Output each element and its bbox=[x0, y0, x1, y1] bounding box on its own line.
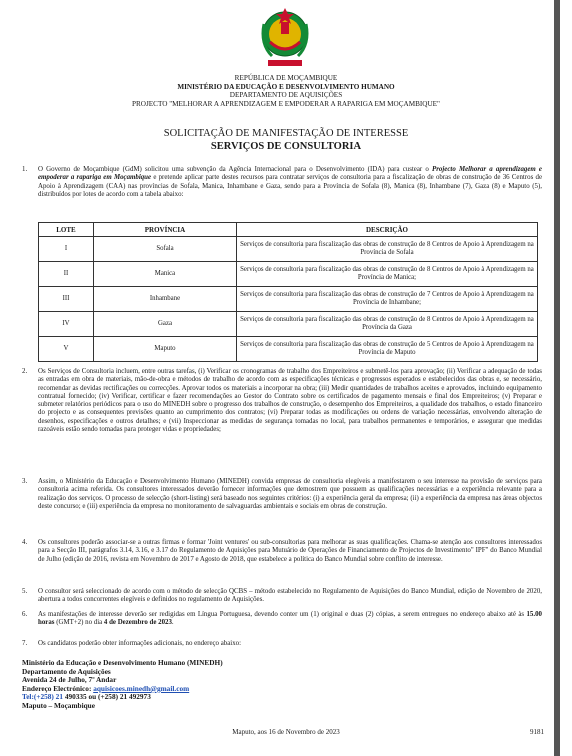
project-name: PROJECTO "MELHORAR A APRENDIZAGEM E EMPODERAR A RAPARIGA EM MOÇAMBIQUE" bbox=[132, 99, 440, 108]
email-label: Endereço Electrónico: bbox=[22, 683, 94, 693]
descricao-cell: Serviços de consultoria para fiscalização das obras de construção de 5 Centros de Apoio à Aprendizagem na Província de Maputo bbox=[237, 337, 538, 362]
paragraph-text: (GMT+2) no dia bbox=[54, 619, 104, 627]
department-name: DEPARTAMENTO DE AQUISIÇÕES bbox=[229, 91, 343, 100]
deadline-date: 4 de Dezembro de 2023 bbox=[103, 619, 172, 627]
paragraph-3 bbox=[22, 478, 542, 511]
email-link[interactable]: aquisicoes.minedh@gmail.com bbox=[93, 683, 190, 693]
contact-name: Ministério da Educação e Desenvolvimento Humano (MINEDH) bbox=[22, 658, 223, 667]
table-row bbox=[39, 237, 538, 262]
descricao-cell: Serviços de consultoria para fiscalização das obras de construção de 8 Centros de Apoio à Aprendizagem na Província de Sofala bbox=[237, 237, 538, 262]
table-row bbox=[39, 287, 538, 312]
paragraph-number: 4. bbox=[22, 539, 28, 546]
paragraph-number: 7. bbox=[22, 640, 28, 647]
provincia-cell: Manica bbox=[94, 262, 237, 287]
lote-cell: IV bbox=[39, 312, 94, 337]
contact-city: Maputo – Moçambique bbox=[22, 700, 95, 710]
ministry-name: MINISTÉRIO DA EDUCAÇÃO E DESENVOLVIMENTO HUMANO bbox=[177, 82, 395, 91]
paragraph-6 bbox=[22, 611, 542, 628]
lote-cell: II bbox=[39, 262, 94, 287]
provincia-cell: Maputo bbox=[94, 337, 237, 362]
paragraph-text: e pretende aplicar parte destes recursos para contratar serviços de consultoria para a fiscalização de obras de construção de 36 Centros de Apoio à Aprendizagem (CAA) nas províncias de Sofala, Manica, Inhambane e Gaza, sendo para a Província de Sofala (8), Manica (8), Inhambane (7), Gaza (8) e Maputo (5), distribuídos por lotes de acordo com a tabela abaixo: bbox=[38, 174, 542, 198]
paragraph-number: 1. bbox=[22, 166, 28, 173]
reference-code: 9181 bbox=[530, 728, 544, 736]
paragraph-text: O Governo de Moçambique (GdM) solicitou uma subvenção da Agência Internacional para o Desenvolvimento (IDA) para custear o bbox=[38, 166, 433, 173]
paragraph-text: Os Serviços de Consultoria incluem, entre outras tarefas, (i) Verificar os cronogramas de trabalho dos Empreiteiros e submetê-los para aprovação; (ii) Verificar a adequação de todas as entradas em obra de materiais, mão-de-obra e métodos de trabalho de acordo com as especificações técnicas e progressos esperados e estabelecidos das obras e, se necessário, recomendar as devidas rectificações ou correcções. Aprovar todos os materiais a incorporar na obra; (iii) Medir quantidades de trabalhos aceites e aprovados, incluindo equipamento contratual fornecido; (iv) Verificar, certificar e fazer recomendações ao Gestor do Contrato sobre os certificados de pagamento mensais e final dos Empreiteiros; (v) Preparar e submeter relatórios periódicos para o uso do MINEDH sobre o progresso dos trabalhos de construção, o desempenho dos Empreiteiros, a qualidade dos trabalhos, o estado financeiro do projecto e as consequentes previsões quanto ao cumprimento dos contratos; (vi) Preparar todas as modificações ou ordens de variação necessárias, envolvendo alteração de desenhos, especificações e outros detalhes; e (vii) Inspeccionar as medidas de segurança tomadas no local, para trabalhos permanentes e temporários, e assegurar que medidas razoáveis estão sendo tomadas para proteger vidas e propriedades; bbox=[38, 368, 542, 434]
table-row bbox=[39, 337, 538, 362]
provincia-cell: Inhambane bbox=[94, 287, 237, 312]
paragraph-4 bbox=[22, 539, 542, 564]
document-header bbox=[0, 74, 572, 108]
document-titles bbox=[0, 127, 572, 153]
paragraph-2 bbox=[22, 368, 542, 434]
paragraph-text: Os consultores poderão associar-se a outras firmas e formar 'Joint ventures' ou sub-consultorias para melhorar as suas qualificações. Chama-se atenção aos consultores interessados para a Secção III, parágrafos 3.14, 3.16, e 3.17 do Regulamento de Aquisições para Mutuário de Operações de Financiamento de Projectos de Investimento" IPF" do Banco Mundial de Julho (edição de 2016, revista em Novembro de 2017 e Agosto de 2018, que estabelece a política do Banco Mundial sobre conflito de interesse. bbox=[38, 539, 542, 563]
paragraph-1 bbox=[22, 166, 542, 199]
lote-cell: V bbox=[39, 337, 94, 362]
table-row bbox=[39, 262, 538, 287]
lots-table bbox=[38, 222, 538, 362]
paragraph-number: 3. bbox=[22, 478, 28, 485]
provincia-cell: Sofala bbox=[94, 237, 237, 262]
descricao-cell: Serviços de consultoria para fiscalização das obras de construção de 8 Centros de Apoio à Aprendizagem na Província de Manica; bbox=[237, 262, 538, 287]
deadline-time: 15.00 horas bbox=[38, 611, 542, 627]
table-row bbox=[39, 312, 538, 337]
page-subtitle: SERVIÇOS DE CONSULTORIA bbox=[210, 141, 362, 152]
country-name: REPÚBLICA DE MOÇAMBIQUE bbox=[234, 74, 338, 82]
paragraph-text: As manifestações de interesse deverão ser redigidas em Língua Portuguesa, devendo conter um (1) original e duas (2) cópias, a serem entregues no endereço abaixo até às bbox=[38, 611, 527, 618]
column-header-lote: LOTE bbox=[39, 223, 94, 237]
lote-cell: III bbox=[39, 287, 94, 312]
phone-prefix: Tel:(+258) 21 bbox=[22, 692, 65, 702]
contact-address: Avenida 24 de Julho, 7º Andar bbox=[22, 675, 117, 685]
paragraph-text: Os candidatos poderão obter informações adicionais, no endereço abaixo: bbox=[38, 640, 242, 647]
contact-block bbox=[22, 659, 223, 711]
paragraph-number: 2. bbox=[22, 368, 28, 375]
descricao-cell: Serviços de consultoria para fiscalização das obras de construção de 8 Centros de Apoio à Aprendizagem na Província da Gaza bbox=[237, 312, 538, 337]
provincia-cell: Gaza bbox=[94, 312, 237, 337]
paragraph-7 bbox=[22, 640, 542, 648]
paragraph-5 bbox=[22, 588, 542, 605]
contact-department: Departamento de Aquisições bbox=[22, 666, 111, 676]
descricao-cell: Serviços de consultoria para fiscalização das obras de construção de 7 Centros de Apoio à Aprendizagem na Província de Inhambane; bbox=[237, 287, 538, 312]
table-header-row bbox=[39, 223, 538, 237]
paragraph-text: . bbox=[171, 619, 174, 627]
paragraph-text: O consultor será seleccionado de acordo com o método de selecção QCBS – método estabelecido no Regulamento de Aquisições do Banco Mundial, edição de Novembro de 2020, abertura a todos concorrentes elegíveis e definidos no regulamento de Aquisições. bbox=[38, 588, 542, 604]
place-date: Maputo, aos 16 de Novembro de 2023 bbox=[232, 728, 340, 736]
page-title: SOLICITAÇÃO DE MANIFESTAÇÃO DE INTERESSE bbox=[163, 128, 409, 139]
paragraph-text: Assim, o Ministério da Educação e Desenvolvimento Humano (MINEDH) convida empresas de consultoria elegíveis a manifestarem o seu interesse na provisão de serviços para consultoria acima referida. Os consultores interessados deverão fornecer informações que demostrem que possuem as qualificações necessárias e a experiência relevante para a realização dos serviços. O processo de selecção (short-listing) será baseado nos seguintes critérios: (i) a experiência geral da empresa; (ii) a experiência da empresa nas áreas objectos deste concurso; e (iii) experiência da empresa no monitoramento de salvaguardas ambientais e sociais em obras de construção. bbox=[38, 478, 542, 510]
column-header-descricao: DESCRIÇÃO bbox=[237, 223, 538, 237]
paragraph-number: 6. bbox=[22, 611, 28, 618]
phone-numbers: 490335 ou (+258) 21 492973 bbox=[64, 692, 151, 702]
project-emphasis: Projecto Melhorar a aprendizagem e empoderar a rapariga em Moçambique bbox=[38, 166, 542, 182]
mozambique-emblem-icon bbox=[258, 4, 312, 70]
paragraph-number: 5. bbox=[22, 588, 28, 595]
lote-cell: I bbox=[39, 237, 94, 262]
column-header-provincia: PROVÍNCIA bbox=[94, 223, 237, 237]
